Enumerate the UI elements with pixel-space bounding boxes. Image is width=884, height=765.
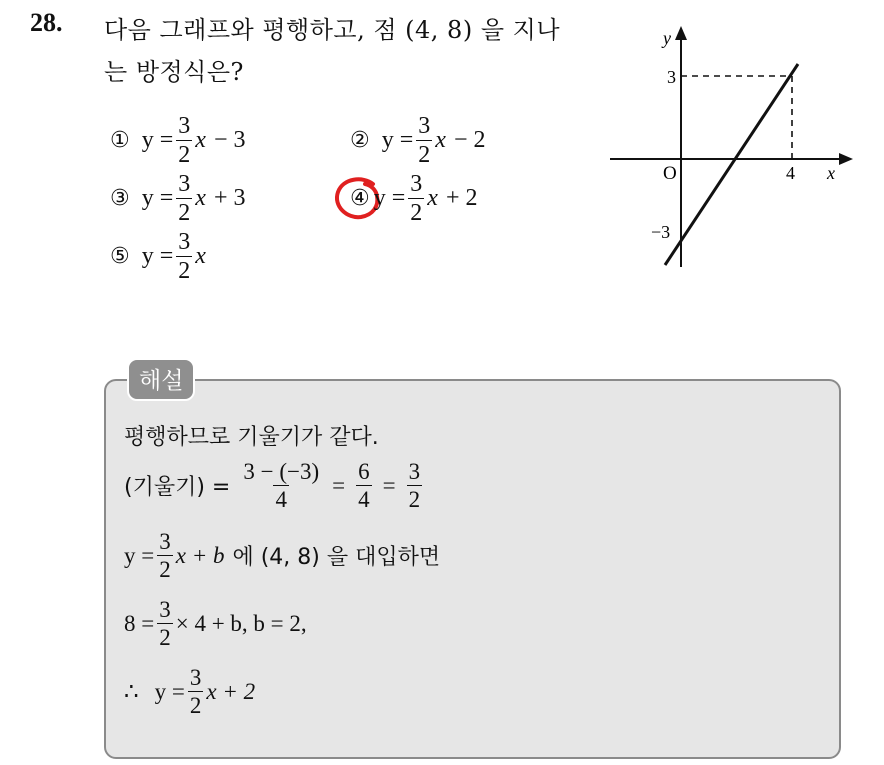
fraction: $\frac{3}{2}$ — [178, 229, 191, 284]
y-axis-label: y — [663, 28, 671, 48]
solution-line-4: 8 = $\frac{3}{2}$ × 4 + b, b = 2, — [124, 597, 307, 650]
fraction: $\frac{3 - (-3)}{4}$ — [243, 459, 320, 512]
solution-line-5: ∴ y = $\frac{3}{2}$ x + 2 — [124, 665, 256, 718]
graph-line — [665, 64, 798, 265]
fraction: $\frac{3}{2}$ — [178, 171, 191, 226]
choice-marker: ③ — [110, 186, 130, 211]
choice-equation: y = $\frac{3}{2}$ x + 3 — [141, 171, 246, 226]
question-text-line1: 다음 그래프와 평행하고, 점 (4, 8) 을 지나 — [104, 16, 561, 44]
choice-marker: ⑤ — [110, 244, 130, 269]
fraction: $\frac{3}{2}$ — [408, 459, 421, 512]
solution-tag: 해설 — [127, 358, 195, 401]
choice-equation: y = $\frac{3}{2}$ x + 2 — [373, 171, 478, 226]
fraction: $\frac{3}{2}$ — [189, 665, 202, 718]
solution-line-3: y = $\frac{3}{2}$ x + b 에 (4, 8) 을 대입하면 — [124, 529, 441, 582]
line-graph — [605, 22, 855, 272]
fraction: $\frac{3}{2}$ — [159, 597, 171, 650]
tick-label-x4: 4 — [786, 163, 795, 183]
choice-marker: ④ — [350, 186, 370, 211]
fraction: $\frac{3}{2}$ — [410, 171, 423, 226]
choice-3[interactable] — [110, 172, 245, 225]
choice-equation: y = $\frac{3}{2}$ x − 3 — [141, 113, 246, 168]
x-axis-label: x — [827, 163, 835, 183]
choice-2[interactable] — [350, 114, 485, 167]
choice-marker: ② — [350, 128, 370, 153]
solution-line-2: (기울기) = $\frac{3 - (-3)}{4}$ = $\frac{6}{4}$ = $\frac{3}{2}$ — [124, 459, 421, 512]
choice-equation: y = $\frac{3}{2}$ x — [141, 229, 206, 284]
solution-line-1: 평행하므로 기울기가 같다. — [124, 425, 379, 450]
choice-5[interactable] — [110, 230, 206, 283]
choice-equation: y = $\frac{3}{2}$ x − 2 — [381, 113, 486, 168]
x-axis-arrow — [839, 153, 853, 165]
origin-label: O — [663, 163, 677, 184]
choice-4[interactable] — [350, 172, 477, 225]
tick-label-y3: 3 — [667, 67, 676, 87]
choice-1[interactable] — [110, 114, 245, 167]
fraction: $\frac{3}{2}$ — [178, 113, 191, 168]
fraction: $\frac{6}{4}$ — [358, 459, 370, 512]
tick-label-y-neg3: −3 — [651, 222, 671, 242]
question-text-line2: 는 방정식은? — [104, 58, 244, 86]
fraction: $\frac{3}{2}$ — [418, 113, 431, 168]
y-axis-arrow — [675, 26, 687, 40]
choice-marker: ① — [110, 128, 130, 153]
question-number: 28. — [30, 8, 63, 37]
fraction: $\frac{3}{2}$ — [159, 529, 171, 582]
